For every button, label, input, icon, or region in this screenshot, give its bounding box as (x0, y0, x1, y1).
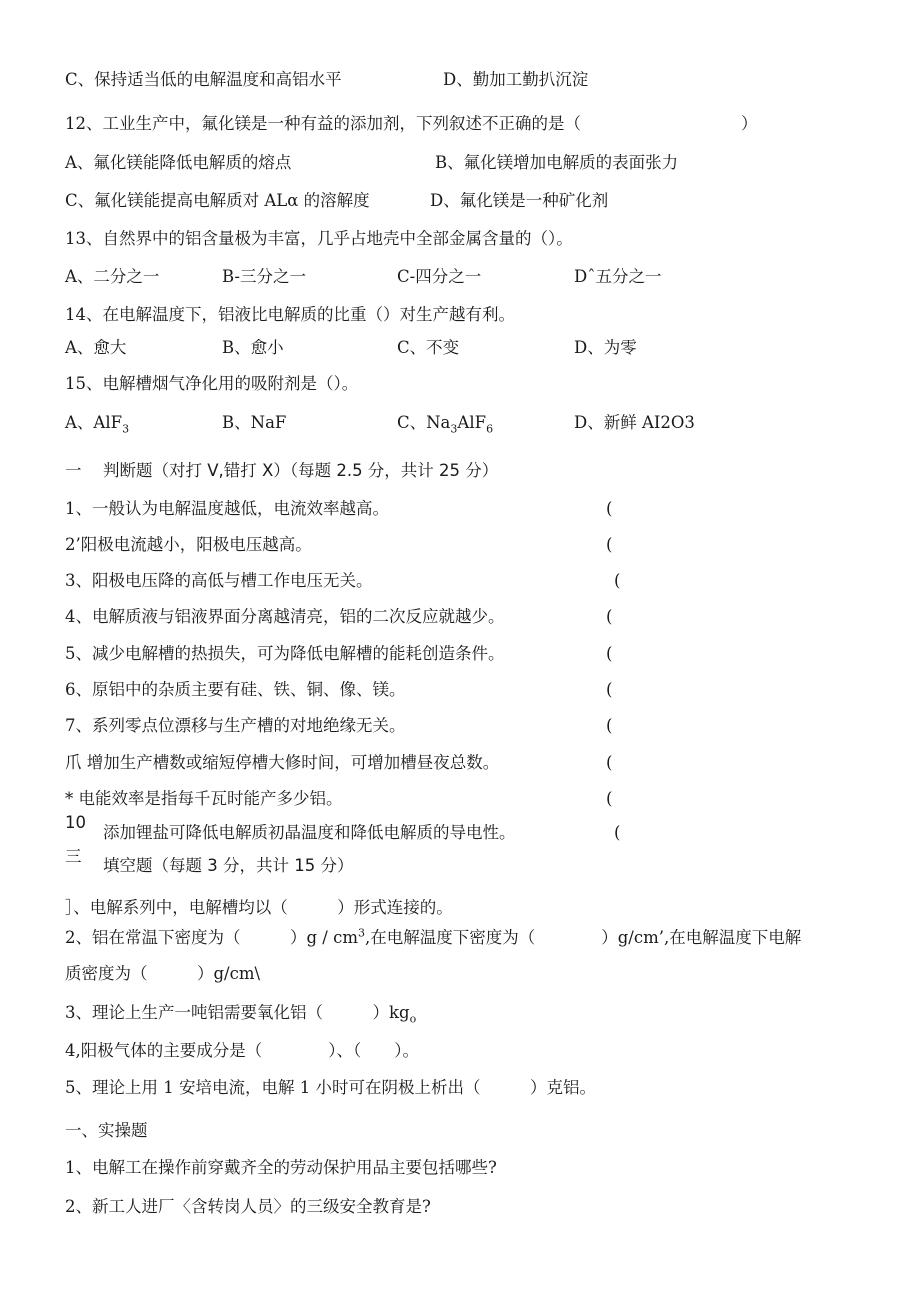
judge-answer-paren: ( (606, 789, 613, 808)
practice-item-1: 1、电解工在操作前穿戴齐全的劳动保护用品主要包括哪些? (65, 1158, 497, 1177)
judge-item-4: 4、电解质液与铝液界面分离越清亮，铝的二次反应就越少。 (65, 607, 505, 626)
judge-item-5: 5、减少电解槽的热损失，可为降低电解槽的能耗创造条件。 (65, 644, 505, 663)
q13-option-a: A、二分之一 (65, 267, 160, 286)
q15-stem: 15、电解槽烟气净化用的吸附剂是（）。 (65, 374, 359, 393)
judge-answer-paren: ( (614, 571, 621, 590)
fill-item-5: 5、理论上用 1 安培电流，电解 1 小时可在阴极上析出（ ）克铝。 (65, 1078, 596, 1097)
q14-option-c: C、不变 (397, 338, 460, 357)
judge-section-number: 一 (65, 461, 82, 480)
q14-stem: 14、在电解温度下，铝液比电解质的比重（）对生产越有利。 (65, 305, 515, 324)
q15-option-a: A、AlF$_3$ (65, 413, 130, 436)
q12-close-paren: ） (741, 114, 758, 133)
judge-answer-paren: ( (606, 680, 613, 699)
practice-section-title: 一、实操题 (65, 1121, 148, 1140)
judge-answer-paren: ( (606, 753, 613, 772)
practice-item-2: 2、新工人进厂〈含转岗人员〉的三级安全教育是? (65, 1197, 431, 1216)
judge-item-7: 7、系列零点位漂移与生产槽的对地绝缘无关。 (65, 716, 406, 735)
judge-item-1: 1、一般认为电解温度越低，电流效率越高。 (65, 499, 389, 518)
fill-section-number: 三 (65, 847, 82, 866)
judge-item-10: 添加锂盐可降低电解质初晶温度和降低电解质的导电性。 (103, 823, 516, 842)
judge-answer-paren: ( (606, 535, 613, 554)
judge-answer-paren: ( (606, 716, 613, 735)
fill-item-3: 3、理论上生产一吨铝需要氧化铝（ ）$kg_o$ (65, 1003, 417, 1026)
q12-option-c: C、氟化镁能提高电解质对 ALα 的溶解度 (65, 191, 370, 210)
q14-option-b: B、愈小 (222, 338, 284, 357)
judge-item-6: 6、原铝中的杂质主要有硅、铁、铜、像、镁。 (65, 680, 406, 699)
judge-item-9: * 电能效率是指每千瓦时能产多少铝。 (65, 789, 343, 808)
q12-option-a: A、氟化镁能降低电解质的熔点 (65, 153, 292, 172)
q11-option-d: D、勤加工勤扒沉淀 (443, 70, 589, 89)
fill-section-title: 填空题（每题 3 分，共计 15 分） (103, 856, 354, 875)
fill-item-1: ］、电解系列中，电解槽均以（ ）形式连接的。 (65, 898, 453, 917)
q13-stem: 13、自然界中的铝含量极为丰富，几乎占地壳中全部金属含量的（）。 (65, 229, 573, 248)
judge-answer-paren: ( (606, 607, 613, 626)
q13-option-b: B-三分之一 (222, 267, 307, 286)
fill-item-2: 2、铝在常温下密度为（ ）$g / cm^3$,在电解温度下密度为（ ）g/cm’,在电解温度下电解 (65, 926, 802, 947)
q15-option-b: B、NaF (222, 413, 287, 432)
q15-option-c: C、$Na_3AlF_6$ (397, 413, 494, 436)
judge-answer-paren: ( (606, 499, 613, 518)
q12-option-d: D、氟化镁是一种矿化剂 (430, 191, 609, 210)
judge-item-3: 3、阳极电压降的高低与槽工作电压无关。 (65, 571, 373, 590)
fill-item-2-cont: 质密度为（ ）g/cm\ (65, 964, 261, 983)
q13-option-d: Dˆ五分之一 (574, 267, 662, 286)
q15-option-d: D、新鲜 AI2O3 (574, 413, 695, 432)
q13-option-c: C-四分之一 (397, 267, 482, 286)
q12-option-b: B、氟化镁增加电解质的表面张力 (435, 153, 679, 172)
q11-option-c: C、保持适当低的电解温度和高铝水平 (65, 70, 342, 89)
judge-item-10-number: 10 (65, 813, 86, 832)
judge-section-title: 判断题（对打 V,错打 X）（每题 2.5 分，共计 25 分） (103, 461, 499, 480)
q12-stem: 12、工业生产中，氟化镁是一种有益的添加剂，下列叙述不正确的是（ (65, 114, 581, 133)
judge-answer-paren: ( (614, 823, 621, 842)
q14-option-a: A、愈大 (65, 338, 127, 357)
judge-answer-paren: ( (606, 644, 613, 663)
fill-item-4: 4,阳极气体的主要成分是（ ）、（ ）。 (65, 1041, 419, 1060)
judge-item-8: 爪 增加生产槽数或缩短停槽大修时间，可增加槽昼夜总数。 (65, 753, 500, 772)
judge-item-2: 2’阳极电流越小，阳极电压越高。 (65, 535, 312, 554)
q14-option-d: D、为零 (574, 338, 637, 357)
